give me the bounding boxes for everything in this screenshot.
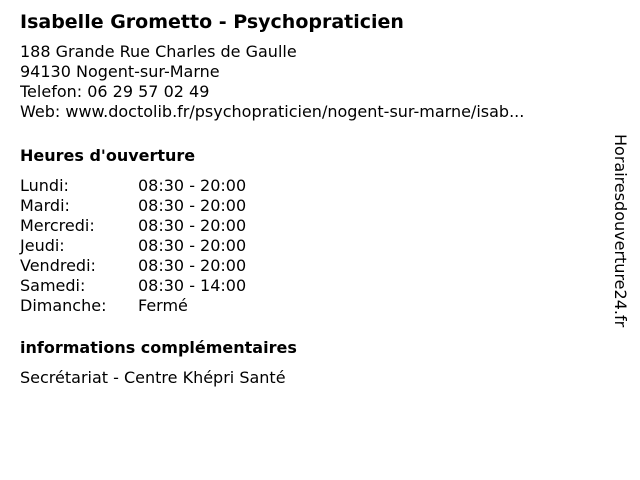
hours-row-sunday — [20, 296, 600, 316]
time-value: 08:30 - 20:00 — [138, 256, 247, 275]
opening-hours-heading: Heures d'ouverture — [20, 146, 196, 165]
hours-row-friday — [20, 256, 600, 276]
hours-row-saturday — [20, 276, 600, 296]
day-label: Mercredi: — [20, 216, 95, 235]
hours-row-monday — [20, 176, 600, 196]
additional-info-text: Secrétariat - Centre Khépri Santé — [20, 368, 286, 387]
day-label: Mardi: — [20, 196, 70, 215]
day-label: Dimanche: — [20, 296, 107, 315]
time-value: 08:30 - 20:00 — [138, 176, 247, 195]
hours-row-tuesday — [20, 196, 600, 216]
time-value: Fermé — [138, 296, 188, 315]
address-city: 94130 Nogent-sur-Marne — [20, 62, 220, 81]
time-value: 08:30 - 20:00 — [138, 216, 247, 235]
hours-row-thursday — [20, 236, 600, 256]
business-name: Isabelle Grometto - Psychopraticien — [20, 11, 404, 33]
time-value: 08:30 - 20:00 — [138, 196, 247, 215]
time-value: 08:30 - 20:00 — [138, 236, 247, 255]
hours-row-wednesday — [20, 216, 600, 236]
address-street: 188 Grande Rue Charles de Gaulle — [20, 42, 297, 61]
phone-number[interactable]: Telefon: 06 29 57 02 49 — [20, 82, 210, 101]
website-link[interactable]: Web: www.doctolib.fr/psychopraticien/nogent-sur-marne/isab... — [20, 102, 525, 121]
day-label: Samedi: — [20, 276, 86, 295]
business-card — [20, 8, 600, 388]
day-label: Vendredi: — [20, 256, 96, 275]
additional-info-heading: informations complémentaires — [20, 338, 297, 357]
day-label: Jeudi: — [20, 236, 65, 255]
brand-watermark: Horairesdouverture24.fr — [611, 134, 630, 328]
day-label: Lundi: — [20, 176, 69, 195]
opening-hours-table — [20, 176, 600, 316]
time-value: 08:30 - 14:00 — [138, 276, 247, 295]
